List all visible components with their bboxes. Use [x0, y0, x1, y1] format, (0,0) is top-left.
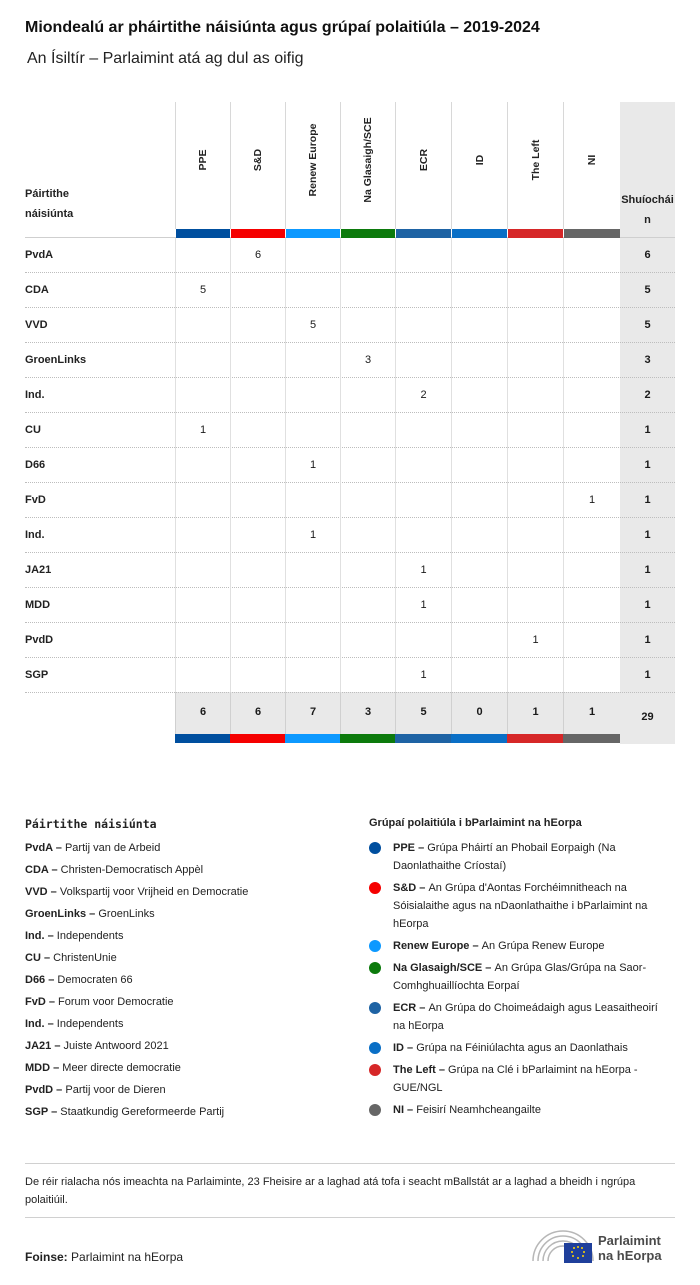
- divider: [25, 1163, 675, 1164]
- seat-cell: [451, 623, 507, 658]
- logo-line-1: Parlaimint: [598, 1233, 661, 1248]
- seat-cell: 1: [563, 483, 620, 518]
- seat-cell: 5: [175, 273, 230, 308]
- seat-cell: [507, 588, 563, 623]
- party-name: VVD: [25, 319, 48, 331]
- group-color-bar: [395, 734, 451, 743]
- row-total: 3: [644, 354, 651, 366]
- legend-abbr: D66 –: [25, 974, 58, 986]
- seat-cell: [451, 588, 507, 623]
- seat-cell: [507, 308, 563, 343]
- legend-item: [25, 903, 345, 925]
- seat-cell: [507, 413, 563, 448]
- seat-cell: [395, 343, 451, 378]
- legend-name: Partij van de Arbeid: [64, 842, 161, 854]
- seat-cell: [285, 483, 340, 518]
- legend-item: [369, 999, 669, 1035]
- seat-cell: [340, 553, 395, 588]
- seat-cell: [507, 273, 563, 308]
- seat-cell: [451, 658, 507, 693]
- legend-item: [369, 1039, 669, 1057]
- group-color-bar: [231, 229, 285, 238]
- seat-cell: [230, 483, 285, 518]
- legend-abbr: NI –: [393, 1104, 417, 1116]
- page-title: Miondealú ar pháirtithe náisiúnta agus grúpaí polaitiúla – 2019-2024: [25, 19, 540, 36]
- seat-cell: [340, 238, 395, 273]
- seat-cell: [340, 308, 395, 343]
- seat-cell: [507, 553, 563, 588]
- seat-cell: [230, 518, 285, 553]
- seat-cell: [395, 518, 451, 553]
- table-row: [25, 483, 675, 518]
- seat-cell: 1: [395, 658, 451, 693]
- seat-cell: 5: [285, 308, 340, 343]
- group-total: 3: [340, 692, 395, 735]
- seat-cell: [175, 308, 230, 343]
- table-row: [25, 448, 675, 483]
- hemicycle-icon: [530, 1227, 596, 1267]
- table-row: [25, 588, 675, 623]
- table-row: [25, 413, 675, 448]
- seat-cell: [563, 553, 620, 588]
- party-name: CDA: [25, 284, 49, 296]
- seat-cell: [340, 518, 395, 553]
- seat-cell: [340, 413, 395, 448]
- seat-cell: [507, 378, 563, 413]
- seat-cell: 6: [230, 238, 285, 273]
- group-column-header: [175, 102, 230, 229]
- group-color-bar: [340, 734, 395, 743]
- table-row: [25, 273, 675, 308]
- seat-cell: 1: [395, 553, 451, 588]
- seat-cell: [563, 343, 620, 378]
- group-column-label: ID: [473, 154, 486, 166]
- legend-name: Volkspartij voor Vrijheid en Democratie: [59, 886, 249, 898]
- legend-abbr: ID –: [393, 1042, 417, 1054]
- legend-dot-icon: [369, 1002, 381, 1014]
- legend-name: An Grúpa do Choimeádaigh agus Leasaitheoirí na hEorpa: [393, 1002, 658, 1032]
- legend-name: Staatkundig Gereformeerde Partij: [60, 1106, 225, 1118]
- seat-cell: [563, 378, 620, 413]
- legend-abbr: FvD –: [25, 996, 59, 1008]
- legend-abbr: The Left –: [393, 1064, 449, 1076]
- group-color-bar: [507, 734, 563, 743]
- party-name: SGP: [25, 669, 49, 681]
- seat-cell: [507, 343, 563, 378]
- party-name: JA21: [25, 564, 52, 576]
- group-color-bar: [341, 229, 395, 238]
- table-row: [25, 623, 675, 658]
- legend-item: [25, 1079, 345, 1101]
- seat-cell: [563, 623, 620, 658]
- group-color-bar: [176, 229, 230, 238]
- seat-cell: [230, 343, 285, 378]
- legend-abbr: Na Glasaigh/SCE –: [393, 962, 495, 974]
- table-row: [25, 518, 675, 553]
- table-row: [25, 343, 675, 378]
- legend-abbr: S&D –: [393, 882, 429, 894]
- seat-cell: [451, 378, 507, 413]
- seat-cell: [285, 378, 340, 413]
- seat-cell: [285, 273, 340, 308]
- seat-cell: [230, 448, 285, 483]
- legend-name: Christen-Democratisch Appèl: [60, 864, 204, 876]
- national-parties-heading: Páirtithe náisiúnta: [25, 817, 157, 831]
- group-column-header: [230, 102, 285, 229]
- seat-cell: [285, 588, 340, 623]
- seat-cell: [340, 483, 395, 518]
- party-name: Ind.: [25, 389, 45, 401]
- page-subtitle: An Ísiltír – Parlaimint atá ag dul as oifig: [27, 50, 304, 67]
- party-name: PvdD: [25, 634, 54, 646]
- group-color-bar: [396, 229, 451, 238]
- legend-abbr: PPE –: [393, 842, 428, 854]
- legend-abbr: VVD –: [25, 886, 60, 898]
- seat-cell: [395, 483, 451, 518]
- seat-cell: [340, 588, 395, 623]
- seat-cell: [395, 623, 451, 658]
- legend-name: ChristenUnie: [53, 952, 117, 964]
- party-name: Ind.: [25, 529, 45, 541]
- logo-line-2: na hEorpa: [598, 1248, 662, 1263]
- divider: [25, 1217, 675, 1218]
- legend-item: [369, 879, 669, 933]
- seat-cell: [451, 518, 507, 553]
- legend-item: [25, 1035, 345, 1057]
- seat-cell: [451, 413, 507, 448]
- seat-cell: [563, 448, 620, 483]
- seat-cell: [395, 448, 451, 483]
- seat-cell: [507, 518, 563, 553]
- seat-cell: 2: [395, 378, 451, 413]
- party-name: D66: [25, 459, 46, 471]
- group-total: 6: [230, 692, 285, 735]
- seat-cell: 3: [340, 343, 395, 378]
- seat-cell: [230, 623, 285, 658]
- seat-cell: [230, 378, 285, 413]
- seat-cell: [230, 273, 285, 308]
- legend-name: Grúpa na Clé i bParlaimint na hEorpa - GUE/NGL: [393, 1064, 638, 1094]
- group-column-label: PPE: [197, 149, 209, 171]
- group-color-bar: [175, 734, 230, 743]
- row-total: 2: [644, 389, 651, 401]
- row-total: 1: [644, 529, 651, 541]
- legend-name: GroenLinks: [98, 908, 155, 920]
- group-color-bar: [452, 229, 507, 238]
- seat-cell: [340, 448, 395, 483]
- ep-logo: [530, 1227, 678, 1267]
- seat-cell: [285, 553, 340, 588]
- legend-name: Juiste Antwoord 2021: [63, 1040, 169, 1052]
- row-total: 1: [644, 424, 651, 436]
- legend-dot-icon: [369, 962, 381, 974]
- legend-abbr: SGP –: [25, 1106, 61, 1118]
- seat-cell: [563, 238, 620, 273]
- seat-cell: [285, 343, 340, 378]
- party-name: PvdA: [25, 249, 54, 261]
- legend-abbr: CU –: [25, 952, 54, 964]
- seat-cell: [230, 308, 285, 343]
- grand-total: 29: [641, 711, 654, 723]
- seat-cell: [507, 658, 563, 693]
- seat-cell: [395, 413, 451, 448]
- seat-cell: [563, 518, 620, 553]
- table-row: [25, 308, 675, 343]
- row-total: 1: [644, 599, 651, 611]
- legend-item: [25, 1057, 345, 1079]
- legend-abbr: Ind. –: [25, 930, 57, 942]
- seat-cell: [285, 658, 340, 693]
- group-total: 5: [395, 692, 451, 735]
- seat-cell: [340, 378, 395, 413]
- seat-table: [25, 102, 675, 744]
- legend-name: Democraten 66: [57, 974, 133, 986]
- table-row: [25, 378, 675, 413]
- legend-abbr: Renew Europe –: [393, 940, 482, 952]
- row-total: 6: [644, 249, 651, 261]
- group-column-header: [285, 102, 340, 229]
- legend-abbr: GroenLinks –: [25, 908, 99, 920]
- seat-cell: [451, 273, 507, 308]
- seat-cell: [285, 238, 340, 273]
- legend-name: Independents: [56, 1018, 124, 1030]
- legend-item: [25, 925, 345, 947]
- party-name: CU: [25, 424, 41, 436]
- group-color-bar: [286, 229, 340, 238]
- legend-name: An Grúpa Renew Europe: [481, 940, 605, 952]
- group-total: 6: [175, 692, 230, 735]
- seat-cell: [175, 623, 230, 658]
- seat-cell: [285, 623, 340, 658]
- row-total: 1: [644, 669, 651, 681]
- logo-text: [598, 1233, 662, 1263]
- national-parties-legend: [25, 817, 345, 1123]
- seat-cell: [451, 448, 507, 483]
- legend-dot-icon: [369, 842, 381, 854]
- seat-cell: [175, 343, 230, 378]
- group-column-label: S&D: [252, 148, 264, 172]
- legend-item: [369, 1061, 669, 1097]
- group-column-label: NI: [586, 154, 598, 166]
- legend-item: [369, 959, 669, 995]
- source-label: Foinse:: [25, 1250, 68, 1264]
- seat-cell: [507, 483, 563, 518]
- group-column-label: ECR: [417, 148, 430, 172]
- seat-cell: 1: [395, 588, 451, 623]
- legend-abbr: PvdA –: [25, 842, 65, 854]
- seat-cell: [395, 273, 451, 308]
- group-column-header: [507, 102, 563, 229]
- seat-cell: [563, 588, 620, 623]
- legend-name: Grúpa Pháirtí an Phobail Eorpaigh (Na Daonlathaithe Críostaí): [393, 842, 616, 872]
- seat-cell: [175, 378, 230, 413]
- legend-name: An Grúpa Glas/Grúpa na Saor-Comhghuaillíochta Eorpaí: [393, 962, 647, 992]
- source-value: Parlaimint na hEorpa: [71, 1250, 184, 1264]
- legend-item: [25, 881, 345, 903]
- group-column-label: Na Glasaigh/SCE: [362, 117, 374, 203]
- legend-name: Independents: [56, 930, 124, 942]
- table-row: [25, 238, 675, 273]
- legend-item: [25, 1101, 345, 1123]
- group-color-bar: [451, 734, 507, 743]
- group-color-bar: [508, 229, 563, 238]
- legend-item: [25, 947, 345, 969]
- row-total: 1: [644, 494, 651, 506]
- group-column-header: [395, 102, 451, 229]
- legend-dot-icon: [369, 882, 381, 894]
- legend-name: Forum voor Democratie: [58, 996, 174, 1008]
- seat-cell: [451, 308, 507, 343]
- total-column-header: Shuíocháin: [621, 194, 674, 226]
- legend-item: [25, 1013, 345, 1035]
- seat-cell: [175, 553, 230, 588]
- seat-cell: 1: [175, 413, 230, 448]
- party-name: GroenLinks: [25, 354, 87, 366]
- legend-name: Meer directe democratie: [62, 1062, 181, 1074]
- seat-cell: [395, 238, 451, 273]
- seat-cell: [285, 413, 340, 448]
- seat-cell: [507, 448, 563, 483]
- group-total: 1: [563, 692, 620, 735]
- seat-cell: 1: [285, 518, 340, 553]
- legend-abbr: MDD –: [25, 1062, 63, 1074]
- seat-cell: [175, 588, 230, 623]
- seat-cell: [230, 588, 285, 623]
- seat-cell: [451, 238, 507, 273]
- legend-item: [25, 859, 345, 881]
- seat-cell: [175, 518, 230, 553]
- legend-dot-icon: [369, 1064, 381, 1076]
- seat-cell: 1: [285, 448, 340, 483]
- group-column-label: Renew Europe: [307, 123, 319, 197]
- seat-cell: [230, 658, 285, 693]
- seat-cell: [175, 658, 230, 693]
- seat-cell: [507, 238, 563, 273]
- group-column-label: The Left: [529, 139, 542, 181]
- legend-item: [369, 839, 669, 875]
- seat-cell: [340, 623, 395, 658]
- legend-abbr: CDA –: [25, 864, 61, 876]
- seat-cell: [451, 553, 507, 588]
- seat-cell: [230, 553, 285, 588]
- seat-cell: [175, 238, 230, 273]
- seat-cell: [340, 273, 395, 308]
- legend-item: [25, 969, 345, 991]
- row-total: 1: [644, 459, 651, 471]
- seat-cell: [175, 448, 230, 483]
- legend-dot-icon: [369, 1104, 381, 1116]
- parties-column-header: Páirtithe náisiúnta: [25, 188, 74, 220]
- seat-cell: 1: [507, 623, 563, 658]
- party-name: FvD: [25, 494, 46, 506]
- row-total: 5: [644, 319, 651, 331]
- seat-cell: [230, 413, 285, 448]
- political-groups-heading: Grúpaí polaitiúla i bParlaimint na hEorpa: [369, 817, 582, 829]
- seat-cell: [563, 413, 620, 448]
- group-total: 0: [451, 692, 507, 735]
- group-total: 7: [285, 692, 340, 735]
- footnote: De réir rialacha nós imeachta na Parlaiminte, 23 Fheisire ar a laghad atá tofa i seacht mBallstát ar a laghad a bheidh i ngrúpa polaitiúil.: [25, 1176, 636, 1206]
- seat-cell: [563, 658, 620, 693]
- legend-abbr: ECR –: [393, 1002, 429, 1014]
- group-column-header: [340, 102, 395, 229]
- row-total: 1: [644, 634, 651, 646]
- legend-name: An Grúpa d'Aontas Forchéimnitheach na Sóisialaithe agus na nDaonlathaithe i bParlaimint na hEorpa: [393, 882, 648, 930]
- legend-abbr: PvdD –: [25, 1084, 66, 1096]
- group-color-bar: [285, 734, 340, 743]
- legend-item: [369, 937, 669, 955]
- legend-dot-icon: [369, 1042, 381, 1054]
- group-column-header: [563, 102, 620, 229]
- party-name: MDD: [25, 599, 51, 611]
- legend-item: [369, 1101, 669, 1119]
- legend-abbr: Ind. –: [25, 1018, 57, 1030]
- group-color-bar: [564, 229, 620, 238]
- table-row: [25, 553, 675, 588]
- seat-cell: [563, 273, 620, 308]
- seat-cell: [395, 308, 451, 343]
- legend-name: Partij voor de Dieren: [65, 1084, 166, 1096]
- legend-abbr: JA21 –: [25, 1040, 64, 1052]
- seat-cell: [340, 658, 395, 693]
- legend-dot-icon: [369, 940, 381, 952]
- seat-cell: [175, 483, 230, 518]
- row-total: 5: [644, 284, 651, 296]
- group-column-header: [451, 102, 507, 229]
- seat-cell: [563, 308, 620, 343]
- legend-item: [25, 991, 345, 1013]
- legend-name: Grúpa na Féiniúlachta agus an Daonlathais: [416, 1042, 628, 1054]
- row-total: 1: [644, 564, 651, 576]
- source-line: [25, 1250, 183, 1264]
- seat-cell: [451, 483, 507, 518]
- seat-cell: [451, 343, 507, 378]
- group-total: 1: [507, 692, 563, 735]
- legend-name: Feisirí Neamhcheangailte: [416, 1104, 541, 1116]
- legend-item: [25, 837, 345, 859]
- table-row: [25, 658, 675, 693]
- group-color-bar: [563, 734, 620, 743]
- political-groups-legend: [369, 817, 669, 1123]
- group-color-bar: [230, 734, 285, 743]
